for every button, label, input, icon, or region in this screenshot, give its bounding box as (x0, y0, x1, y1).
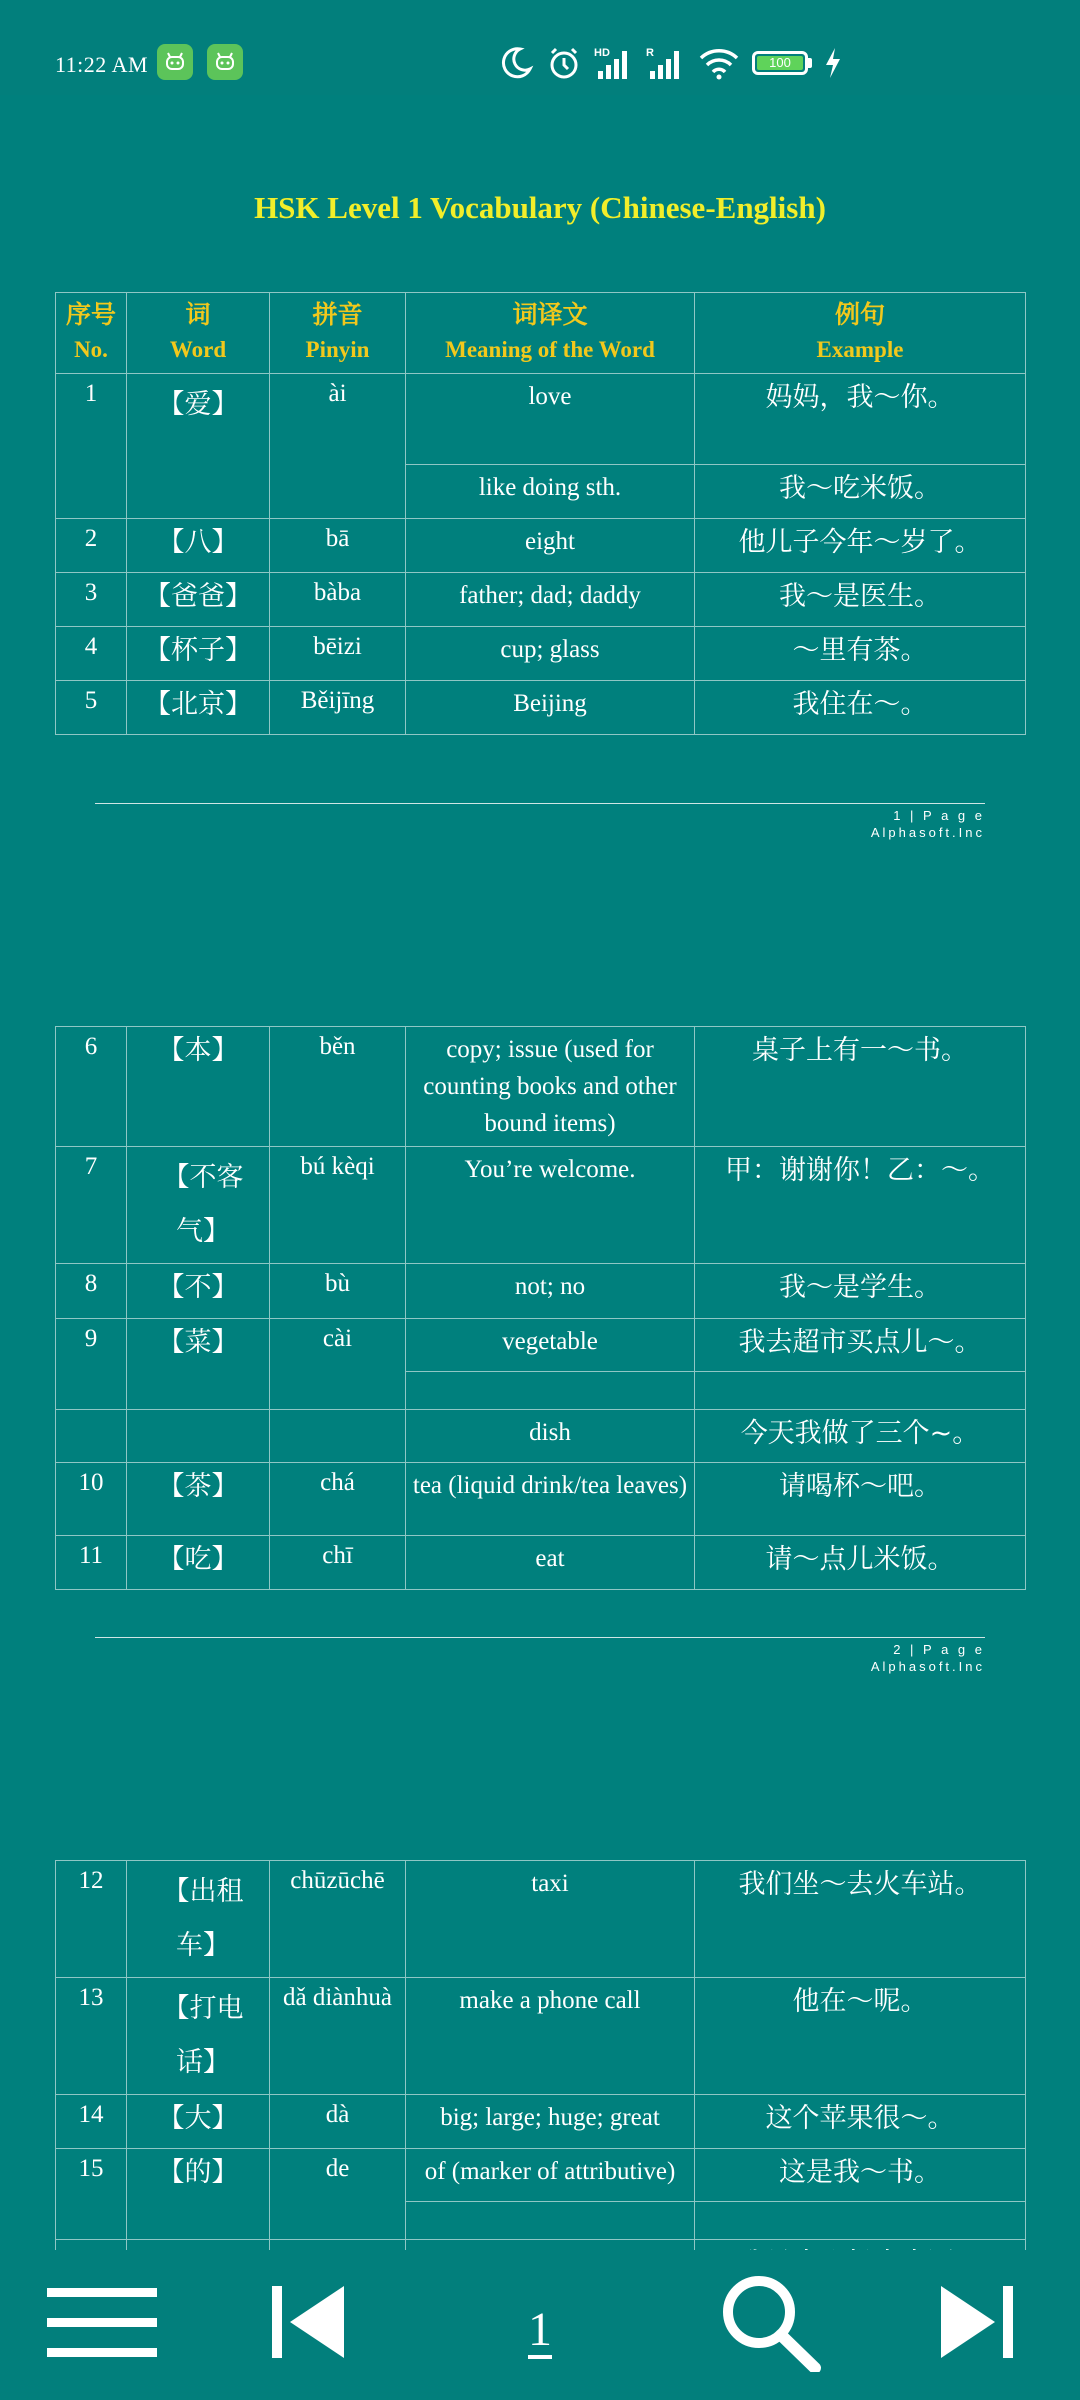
alarm-icon (546, 45, 582, 81)
vocabulary-table-page-3 (55, 1860, 1026, 2300)
table-header-row (56, 293, 1026, 374)
header-pinyin: 拼音 Pinyin (270, 293, 406, 374)
battery-icon: 100 (752, 51, 808, 75)
table-row: 12 【出租车】 chūzūchē taxi 我们坐～去火车站。 (56, 1861, 1026, 1978)
vocabulary-table-page-2 (55, 1026, 1026, 1590)
table-row: 10 【茶】 chá tea (liquid drink/tea leaves) 请喝杯～吧。 (56, 1463, 1026, 1536)
notification-app-icon (157, 44, 193, 80)
svg-text:R: R (646, 47, 654, 59)
table-row: 15 【的】 de of (marker of attributive) 这是我～书。 (56, 2149, 1026, 2202)
search-icon (715, 2272, 825, 2372)
menu-button[interactable] (40, 2272, 165, 2372)
table-row: 2 【八】 bā eight 他儿子今年～岁了。 (56, 519, 1026, 573)
table-row: 11 【吃】 chī eat 请～点儿米饭。 (56, 1536, 1026, 1590)
skip-forward-icon (935, 2282, 1025, 2362)
search-button[interactable] (712, 2272, 827, 2372)
table-row: 6 【本】 běn copy; issue (used for counting books and other bound items) 桌子上有一～书。 (56, 1027, 1026, 1147)
table-row: 1 【爱】 ài love 妈妈，我～你。 (56, 374, 1026, 465)
header-example: 例句 Example (695, 293, 1026, 374)
table-row: 4 【杯子】 bēizi cup; glass ～里有茶。 (56, 627, 1026, 681)
next-page-button[interactable] (930, 2272, 1030, 2372)
svg-text:HD: HD (594, 47, 610, 59)
notification-app-icon (207, 44, 243, 80)
page-footer: 1 | P a g e Alphasoft.Inc (95, 803, 985, 841)
vocabulary-table-page-1 (55, 292, 1026, 735)
page-footer: 2 | P a g e Alphasoft.Inc (95, 1637, 985, 1675)
signal-hd-icon (594, 45, 634, 81)
header-number: 序号 No. (56, 293, 127, 374)
status-bar (0, 0, 1080, 95)
previous-page-button[interactable] (255, 2272, 355, 2372)
table-row: 8 【不】 bù not; no 我～是学生。 (56, 1264, 1026, 1319)
header-meaning: 词译文 Meaning of the Word (406, 293, 695, 374)
table-row: 5 【北京】 Běijīng Beijing 我住在～。 (56, 681, 1026, 735)
menu-icon (45, 2282, 160, 2362)
status-time: 11:22 AM (55, 52, 149, 77)
charging-bolt-icon (824, 47, 842, 79)
wifi-icon (698, 45, 740, 81)
table-row: 3 【爸爸】 bàba father; dad; daddy 我～是医生。 (56, 573, 1026, 627)
table-row: 13 【打电话】 dǎ diànhuà make a phone call 他在～呢。 (56, 1978, 1026, 2095)
header-word: 词 Word (127, 293, 270, 374)
table-row: 14 【大】 dà big; large; huge; great 这个苹果很～。 (56, 2095, 1026, 2149)
do-not-disturb-moon-icon (498, 45, 534, 81)
table-row: 7 【不客气】 bú kèqi You’re welcome. 甲：谢谢你！乙：～。 (56, 1147, 1026, 1264)
skip-back-icon (260, 2282, 350, 2362)
table-row: like doing sth. 我～吃米饭。 (56, 465, 1026, 519)
table-row: dish 今天我做了三个~。 (56, 1410, 1026, 1463)
document-title: HSK Level 1 Vocabulary (Chinese-English) (254, 190, 826, 225)
signal-roaming-icon (646, 45, 686, 81)
table-row: 9 【菜】 cài vegetable 我去超市买点儿～。 (56, 1319, 1026, 1372)
current-page-indicator[interactable]: 1 (528, 2303, 552, 2356)
